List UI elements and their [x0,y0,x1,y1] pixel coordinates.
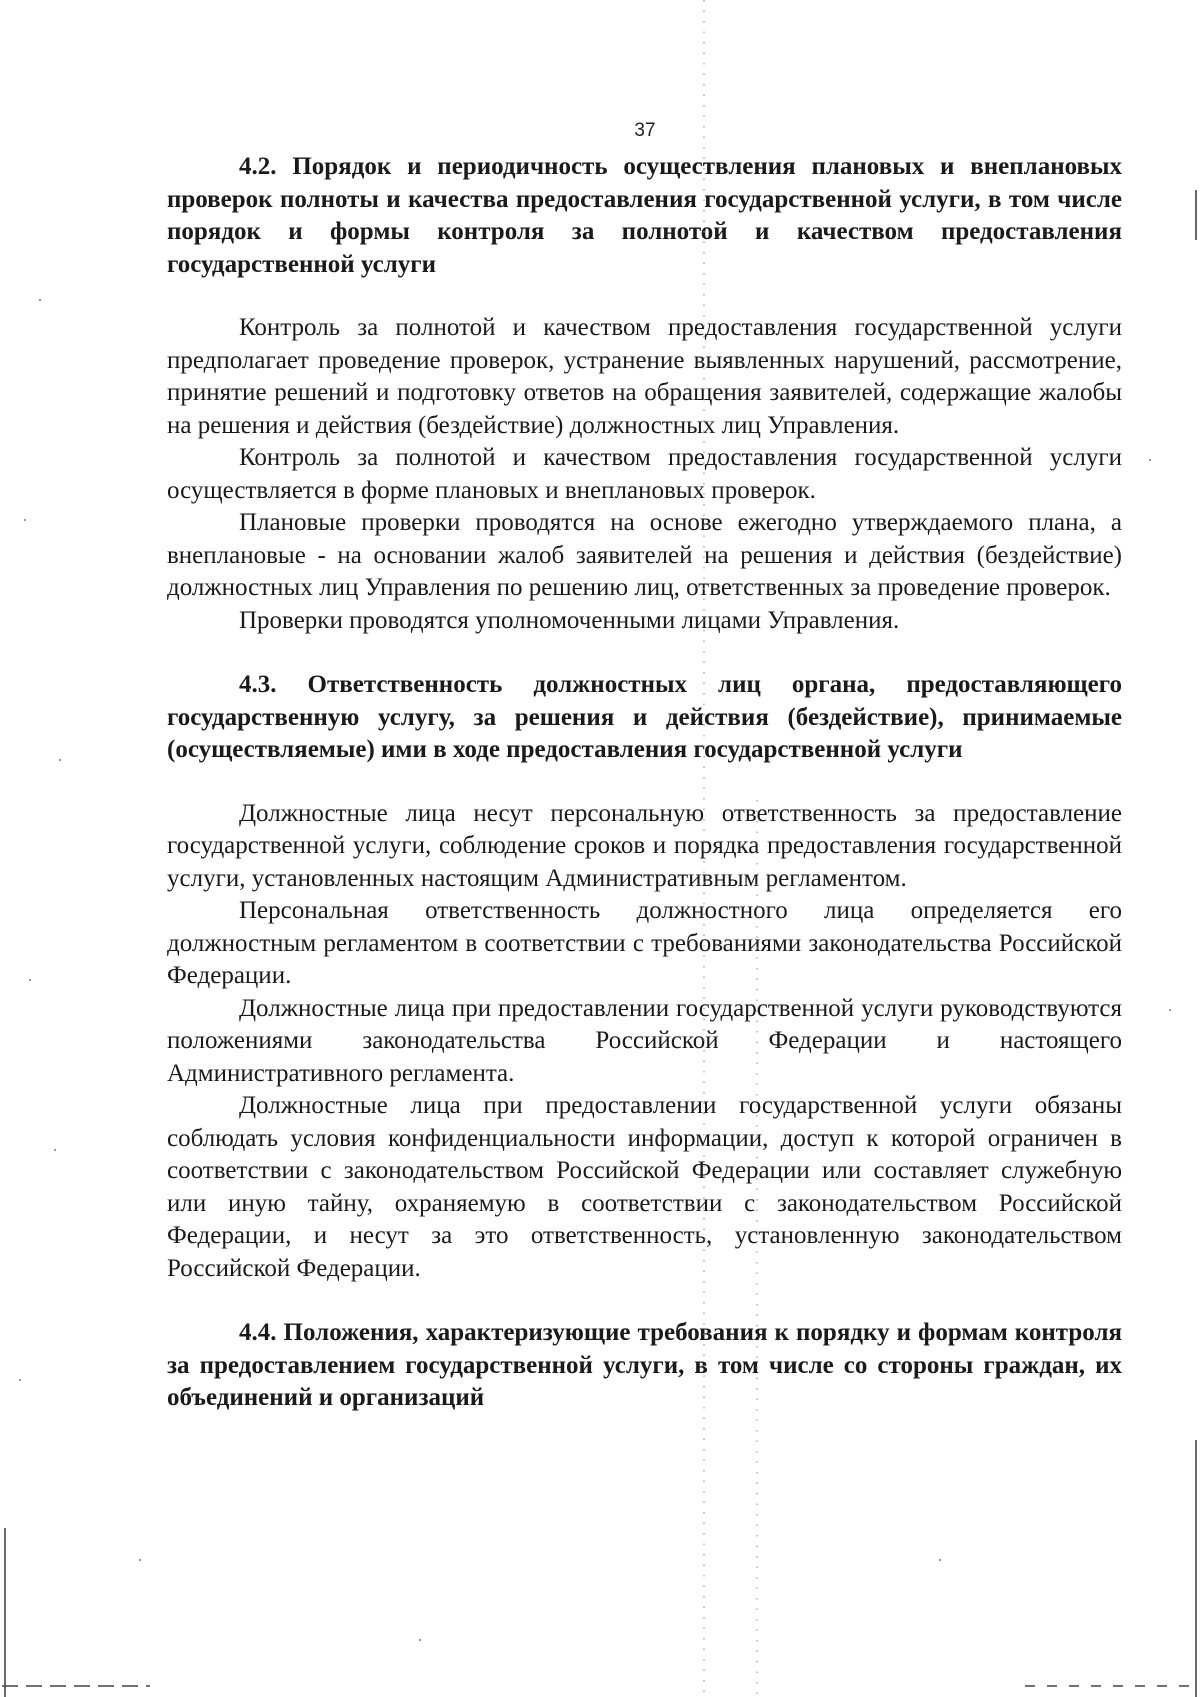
section-4-3-heading: 4.3. Ответственность должностных лиц органа, предоставляющего государственную услугу, за решения и действия (бездействие), принимаемые (осуществляемые) ими в ходе предоставления государственной услуги [167,671,1122,763]
section-4-2-heading: 4.2. Порядок и периодичность осуществления плановых и внеплановых проверок полноты и качества предоставления государственной услуги, в том числе порядок и формы контроля за полнотой и качеством предоставления государственной услуги [167,153,1122,278]
section-4-2-paragraph-1: Контроль за полнотой и качеством предоставления государственной услуги предполагает проведение проверок, устранение выявленных нарушений, рассмотрение, принятие решений и подготовку ответов на обращения заявителей, содержащие жалобы на решения и действия (бездействие) должностных лиц Управления. [167,314,1122,439]
section-4-2-paragraph-3: Плановые проверки проводятся на основе ежегодно утверждаемого плана, а внеплановые - на основании жалоб заявителей на решения и действия (бездействие) должностных лиц Управления по решению лиц, ответственных за проведение проверок. [167,509,1122,601]
section-4-4-heading: 4.4. Положения, характеризующие требования к порядку и формам контроля за предоставлением государственной услуги, в том числе со стороны граждан, их объединений и организаций [167,1319,1122,1411]
section-4-3-paragraph-2: Персональная ответственность должностного лица определяется его должностным регламентом в соответствии с требованиями законодательства Российской Федерации. [167,897,1122,989]
spacer [167,767,1122,798]
document-body [167,151,1122,1415]
page-number: 37 [634,120,656,141]
section-4-3-paragraph-1: Должностные лица несут персональную ответственность за предоставление государственной услуги, соблюдение сроков и порядка предоставления государственной услуги, установленных настоящим Административным регламентом. [167,799,1122,892]
section-4-3-paragraph-3: Должностные лица при предоставлении государственной услуги руководствуются положениями законодательства Российской Федерации и настоящего Административного регламента. [167,994,1122,1087]
section-4-2-paragraph-2: Контроль за полнотой и качеством предоставления государственной услуги осуществляется в форме плановых и внеплановых проверок. [167,444,1122,504]
spacer [167,637,1122,669]
spacer [167,281,1122,312]
spacer [167,1285,1122,1317]
section-4-3-paragraph-4: Должностные лица при предоставлении государственной услуги обязаны соблюдать условия конфиденциальности информации, доступ к которой ограничен в соответствии с законодательством Российской Федерации или составляет служебную или иную тайну, охраняемую в соответствии с законодательством Российской Федерации, и несут за это ответственность, установленную законодательством Российской Федерации. [167,1092,1122,1282]
section-4-2-paragraph-4: Проверки проводятся уполномоченными лицами Управления. [239,606,900,634]
